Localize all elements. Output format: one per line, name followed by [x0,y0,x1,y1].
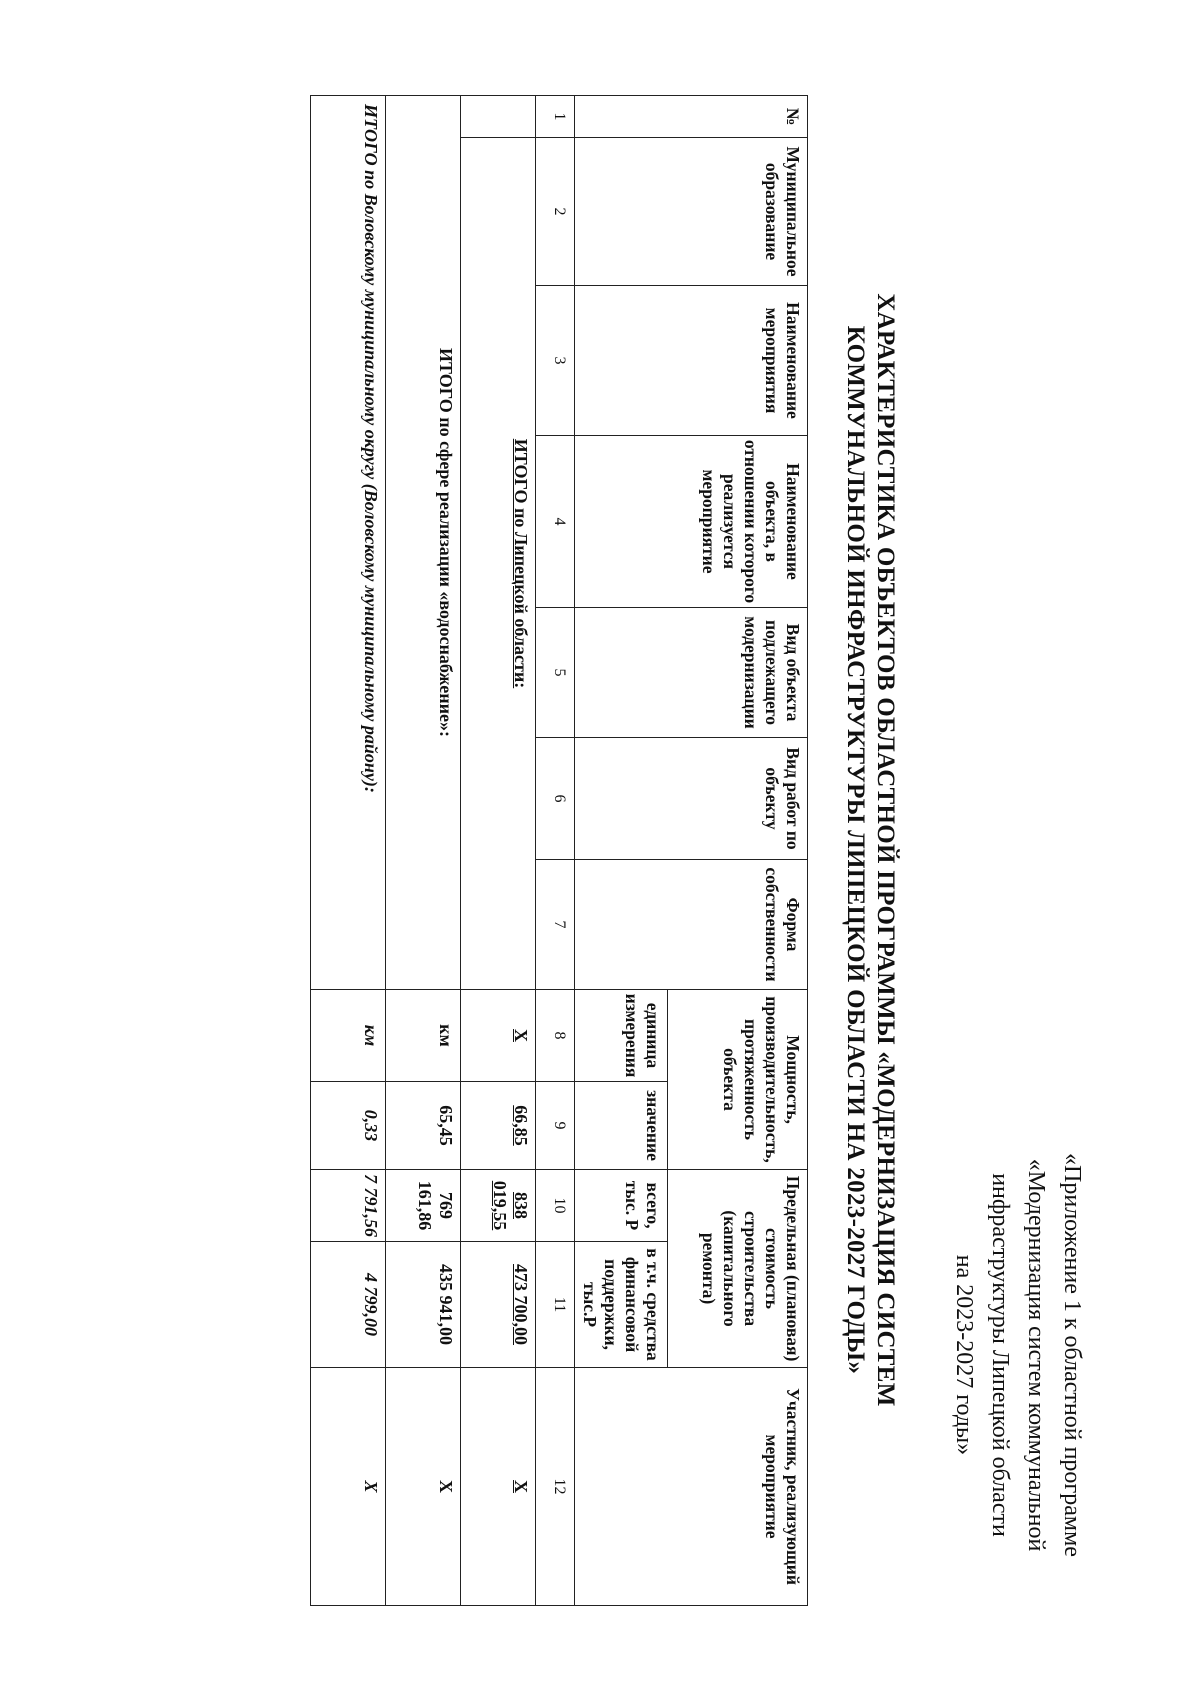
column-number: 6 [536,738,575,860]
total-label-text: ИТОГО по Липецкой области: [511,438,531,689]
column-number: 9 [536,1082,575,1170]
column-number: 11 [536,1242,575,1368]
col-header-work-type: Вид работ по объекту [575,738,808,860]
column-number: 12 [536,1368,575,1606]
header-row-main [668,96,808,1606]
column-number-row [536,96,575,1606]
total-value: 0,33 [311,1082,386,1170]
appendix-note [946,1075,1090,1635]
total-unit: км [311,990,386,1082]
total-row-water-supply [386,96,461,1606]
total-row-volovo [311,96,386,1606]
col-header-unit: единица измерения [575,990,668,1082]
column-number: 2 [536,138,575,286]
column-number: 8 [536,990,575,1082]
title-line-1: ХАРАКТЕРИСТИКА ОБЪЕКТОВ ОБЛАСТНОЙ ПРОГРАММЫ «МОДЕРНИЗАЦИЯ СИСТЕМ [872,293,899,1407]
total-cost: 838 019,55 [461,1170,536,1242]
col-header-municipality: Муниципальное образование [575,138,808,286]
column-number: 7 [536,860,575,990]
total-value: 66,85 [461,1082,536,1170]
column-number: 1 [536,96,575,138]
col-header-measure: Наименование мероприятия [575,286,808,436]
column-number: 4 [536,436,575,608]
column-number: 10 [536,1170,575,1242]
total-participant: Х [386,1368,461,1606]
total-unit: км [386,990,461,1082]
col-header-total: всего, тыс. Р [575,1170,668,1242]
col-header-support: в т.ч. средства финансовой поддержки, тыс.Р [575,1242,668,1368]
col-header-participant: Участник, реализующий мероприятие [575,1368,808,1606]
total-value: 65,45 [386,1082,461,1170]
total-support: 473 700,00 [461,1242,536,1368]
total-label: ИТОГО по сфере реализации «водоснабжение»: [386,96,461,990]
total-unit: Х [461,990,536,1082]
appendix-line-1: «Приложение 1 к областной программе [1059,1153,1085,1557]
col-header-value: значение [575,1082,668,1170]
appendix-line-4: на 2023-2027 годы» [951,1254,977,1456]
column-number: 3 [536,286,575,436]
document-title [840,55,900,1645]
total-participant: Х [311,1368,386,1606]
total-row-region [461,96,536,1606]
col-header-capacity: Мощность, производительность, протяженность объекта [668,990,808,1170]
rotated-document-page [40,55,1090,1645]
col-header-object-type: Вид объекта подлежащего модернизации [575,608,808,738]
total-support: 4 799,00 [311,1242,386,1368]
objects-table [310,95,808,1606]
total-cost: 7 791,56 [311,1170,386,1242]
col-header-number: № [575,96,808,138]
total-cost: 769 161,86 [386,1170,461,1242]
appendix-line-3: инфраструктуры Липецкой области [987,1173,1013,1537]
total-participant: Х [461,1368,536,1606]
total-support: 435 941,00 [386,1242,461,1368]
col-header-cost: Предельная (плановая) стоимость строительства (капитального ремонта) [668,1170,808,1368]
col-header-ownership: Форма собственности [575,860,808,990]
col-header-object-name: Наименование объекта, в отношении которого реализуется мероприятие [575,436,808,608]
title-line-2: КОММУНАЛЬНОЙ ИНФРАСТРУКТУРЫ ЛИПЕЦКОЙ ОБЛАСТИ НА 2023-2027 ГОДЫ» [842,325,869,1375]
total-label [461,138,536,990]
column-number: 5 [536,608,575,738]
appendix-line-2: «Модернизация систем коммунальной [1023,1158,1049,1552]
total-label: ИТОГО по Воловскому муниципальному округу (Воловскому муниципальному району): [311,96,386,990]
